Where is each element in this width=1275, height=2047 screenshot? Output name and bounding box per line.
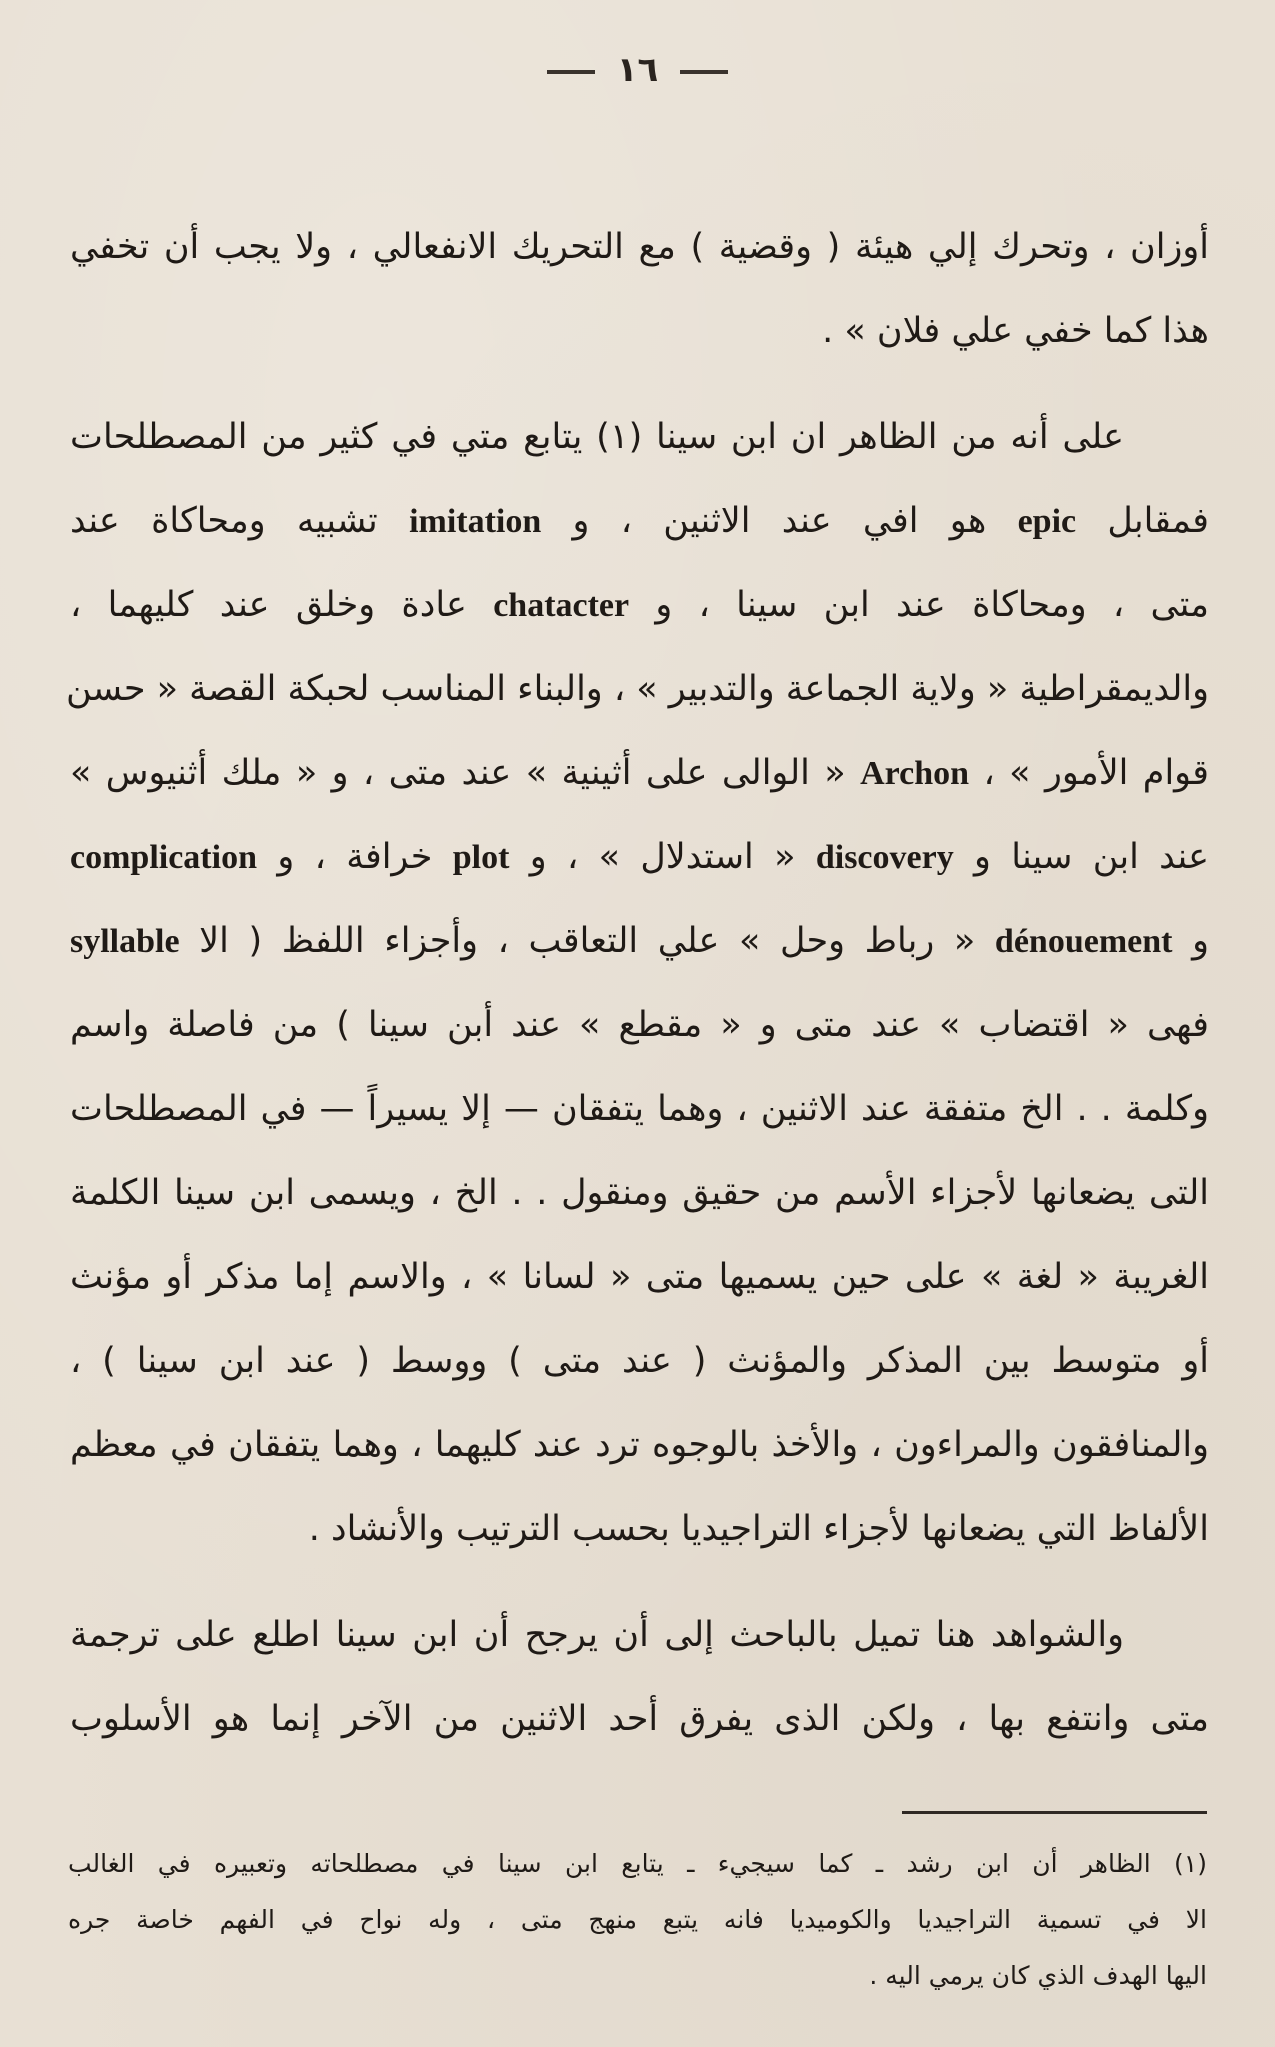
footnote-line: الا في تسمية التراجيديا والكوميديا فانه يتبع منهج متى ، وله نواح في الفهم خاصة جره (68, 1905, 1207, 1934)
latin-term: imitation (409, 503, 542, 540)
latin-term: discovery (815, 839, 954, 876)
text-line: و dénouement « رباط وحل » علي التعاقب ، وأجزاء اللفظ ( الا syllable (70, 921, 1209, 961)
text-line: قوام الأمور » ، Archon « الوالى على أثينية » عند متى ، و « ملك أثنيوس » (70, 753, 1209, 793)
main-text (65, 205, 1209, 1761)
latin-term: plot (452, 839, 510, 876)
footnote (68, 1836, 1207, 2004)
text-line: والشواهد هنا تميل بالباحث إلى أن يرجح أن ابن سينا اطلع على ترجمة (70, 1615, 1124, 1655)
paragraph (70, 1593, 1209, 1761)
page-number (0, 50, 1275, 90)
text-line: الألفاظ التي يضعانها لأجزاء التراجيديا بحسب الترتيب والأنشاد . (308, 1509, 1209, 1549)
paragraph (70, 205, 1209, 373)
latin-term: dénouement (994, 923, 1173, 960)
text-line: متى وانتفع بها ، ولكن الذى يفرق أحد الاثنين من الآخر إنما هو الأسلوب (70, 1699, 1209, 1739)
footnote-line: اليها الهدف الذي كان يرمي اليه . (869, 1961, 1207, 1990)
page-number-dash-right (680, 70, 728, 74)
text-line: أو متوسط بين المذكر والمؤنث ( عند متى ) ووسط ( عند ابن سينا ) ، (70, 1341, 1209, 1381)
footnote-separator (902, 1811, 1207, 1814)
text-line: فمقابل epic هو افي عند الاثنين ، و imitation تشبيه ومحاكاة عند (70, 501, 1209, 541)
page-number-value: ١٦ (616, 50, 659, 90)
text-line: التى يضعانها لأجزاء الأسم من حقيق ومنقول . . الخ ، ويسمى ابن سينا الكلمة (70, 1173, 1209, 1213)
text-line: أوزان ، وتحرك إلي هيئة ( وقضية ) مع التحريك الانفعالي ، ولا يجب أن تخفي (70, 227, 1209, 267)
page-number-dash-left (547, 70, 595, 74)
latin-term: syllable (70, 923, 180, 960)
text-line: وكلمة . . الخ متفقة عند الاثنين ، وهما يتفقان — إلا يسيراً — في المصطلحات (70, 1089, 1209, 1129)
text-line: الغريبة « لغة » على حين يسميها متى « لسانا » ، والاسم إما مذكر أو مؤنث (70, 1257, 1209, 1297)
text-line: عند ابن سينا و discovery « استدلال » ، و plot خرافة ، و complication (70, 837, 1209, 877)
text-line: فهى « اقتضاب » عند متى و « مقطع » عند أبن سينا ) من فاصلة واسم (70, 1005, 1209, 1045)
paragraph (65, 395, 1209, 1571)
latin-term: Archon (860, 755, 970, 792)
text-line: والديمقراطية « ولاية الجماعة والتدبير » ، والبناء المناسب لحبكة القصة « حسن (65, 669, 1209, 709)
latin-term: chatacter (493, 587, 630, 624)
text-line: هذا كما خفي علي فلان » . (822, 311, 1209, 351)
text-line: والمنافقون والمراءون ، والأخذ بالوجوه ترد عند كليهما ، وهما يتفقان في معظم (70, 1425, 1209, 1465)
latin-term: epic (1017, 503, 1077, 540)
latin-term: complication (70, 839, 257, 876)
footnote-line: (١) الظاهر أن ابن رشد ـ كما سيجيء ـ يتابع ابن سينا في مصطلحاته وتعبيره في الغالب (68, 1849, 1207, 1878)
text-line: على أنه من الظاهر ان ابن سينا (١) يتابع متي في كثير من المصطلحات (70, 417, 1124, 457)
text-line: متى ، ومحاكاة عند ابن سينا ، و chatacter عادة وخلق عند كليهما ، (70, 585, 1209, 625)
